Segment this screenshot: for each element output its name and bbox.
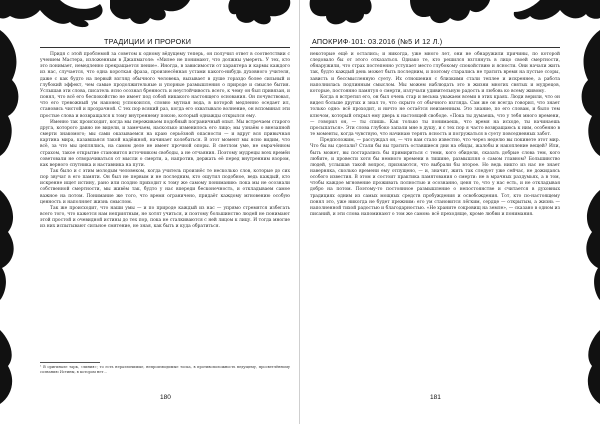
paragraph: Предположим, — рассуждал он, — что вам стало известно, что через неделю вы покинете этот мир. Что бы вы сделали? Стали бы вы тратить оставшиеся дни на обиды, жалобы и накопление вещей? Или, быть может, вы постарались бы примириться с теми, кого обидели, сказать добрые слова тем, кого любите, и провести хотя бы немного времени в тишине, размышляя о самом главном? Большинство людей, услышав такой вопрос, признаются, что выбрали бы второе. Но ведь никто из нас не знает наверняка, сколько времени ему отпущено, — и, значит, жить так следует уже сейчас, не дожидаясь особого известия. В этом и состоит практика памятования о смерти: не в мрачных раздумьях, а в том, чтобы каждое мгновение проживать полностью и осознанно, ценя то, что у нас есть, и не откладывая добро на потом. Поэтому-то постоянное размышление о непостоянстве и считается в духовных традициях одним из самых мощных средств пробуждения и освобождения. Тот, кто по-настоящему понял это, уже никогда не будет прежним: его ум становится лёгким, сердце — открытым, а жизнь — наполненной тихой радостью и благодарностью. «Не храните сокровищ на земле», — сказано в одном из писаний, и эти слова напоминают о том же самом: всё преходяще, кроме любви и понимания. — [310, 138, 560, 218]
header-rule-left — [40, 47, 290, 48]
footnote-rule — [40, 362, 100, 363]
page-number-left: 180 — [160, 394, 171, 401]
right-page — [300, 0, 600, 424]
right-page-body — [310, 52, 560, 218]
paragraph: Придя с этой проблемой за советом к одному вёдущему теперь, он получил ответ в соответствии с учением Мастера, изложенным в Джапмаголе: «Милее не понимают, что должны умереть. У тех, кто это понимает, немедленно прекращается пение». Иногда, в зависимости от характера и кармы каждого из нас, случается, что одна короткая фраза, произнесённая устами какого-нибудь духовного учителя, даже с как будто на первый взгляд обычного человека, вызывает в душе гораздо более сильный и глубокий эффект, чем самые продолжительные и упорные размышления о природе и смысле бытия. Услышав эти слова, писатель ясно осознал бренность и неустойчивость всего, к чему он был привязан, и понял, что всё его беспокойство не имеет под собой никакого настоящего основания. Он почувствовал, что его тревожный ум наконец успокоился, словно мутная вода, в которой медленно оседает ил, становясь чистой и прозрачной. С тех пор всякий раз, когда его охватывало волнение, он вспоминал эти простые слова и возвращался к тому внутреннему покою, который однажды открылся ему. — [40, 52, 290, 119]
paragraph: Именно так происходит, когда мы переживаем подобный пограничный опыт. Мы встречаем старого друга, которого давно не видели, и замечаем, насколько изменилось его лицо; мы узнаём о внезапной смерти знакомого; мы сами оказываемся на краю серьёзной опасности — и вдруг вся привычная картина мира, казавшаяся такой надёжной, начинает колебаться. В этот момент мы ясно видим, что всё, за что мы цеплялись, на самом деле не имеет прочной опоры. В светлом уме, не омрачённом страхом, такое открытие становится источником свободы, а не отчаяния. Поэтому мудрецы всех времён советовали не отворачиваться от мысли о смерти, а, напротив, держать её перед внутренним взором, как верного спутника и наставника на пути. — [40, 119, 290, 168]
header-rule-right — [310, 47, 560, 48]
left-page-body — [40, 52, 290, 231]
paragraph: Когда я встретил его, он был очень стар и весьма уважаем всеми в этих краях. Люди верили, что он видел больше других и знал то, что скрыто от обычного взгляда. Сам же он всегда говорил, что знает только одно: всё проходит, и ничто не остаётся неизменным. Это знание, по его словам, и было тем ключом, который открыл ему дверь к настоящей свободе. «Пока ты думаешь, что у тебя много времени, — говорил он, — ты спишь. Как только ты понимаешь, что время на исходе, ты начинаешь просыпаться». Эти слова глубоко запали мне в душу, и с тех пор я часто возвращаюсь к ним, особенно в те моменты, когда чувствую, что начинаю терять ясность и погружаться в суету повседневных забот. — [310, 95, 560, 138]
running-head-right: АПОКРИФ·101: 03.2016 (№5 И 12 Л.) — [312, 37, 443, 46]
paragraph: некоторые ещё и остались; и никогда, уже много лет, они не обнаружили причины, по которой следовало бы от этого отказаться. Однако те, кто решился взглянуть в лицо своей смертности, обнаружили, что страх постепенно уступает место глубокому спокойствию и ясности. Они начали жить так, будто каждый день может быть последним, и поэтому старались не тратить время на пустые ссоры, зависть и бессмысленную суету. Их отношения с близкими стали теплее и искреннее, а работа наполнилась подлинным смыслом. Мы можем наблюдать это в жизни многих святых и мудрецов, которые, постоянно памятуя о смерти, излучали удивительную радость и любовь ко всему живому. — [310, 52, 560, 94]
paragraph: Так было и с этим молодым человеком, когда учитель произнёс те несколько слов, которые до сих пор звучат в его памяти. Он был не первым и не последним, кто ощутил подобное, ведь каждый, кто искренне ищет истину, рано или поздно приходит к тому же самому пониманию: пока мы не осознали собственной смертности, мы живём так, будто у нас впереди бесконечность, и откладываем самое важное на потом. Понимание же того, что время ограничено, придаёт каждому мгновению особую ценность и наполняет жизнь смыслом. — [40, 168, 290, 205]
page-number-right: 181 — [430, 394, 441, 401]
running-head-left: ТРАДИЦИИ И ПРОРОКИ — [104, 37, 192, 46]
paragraph: Так же происходит, что наши умы — и по природе каждый из нас — упрямо стремятся избегать всего того, что кажется нам неприятным, не хотят учиться, и поэтому большинство людей не понимают этой простой и очевидной истины до тех пор, пока не сталкиваются с ней лицом к лицу. И тогда многие из них испытывают сильное смятение, не зная, как быть и куда обратиться. — [40, 205, 290, 230]
footnote: ¹ В оригинале тарк, «линия»; то есть неразличимые, непроизводимые тоска, в противоположность ведущему, просветлённому сознанию Истины, в котором нет… — [40, 365, 290, 374]
